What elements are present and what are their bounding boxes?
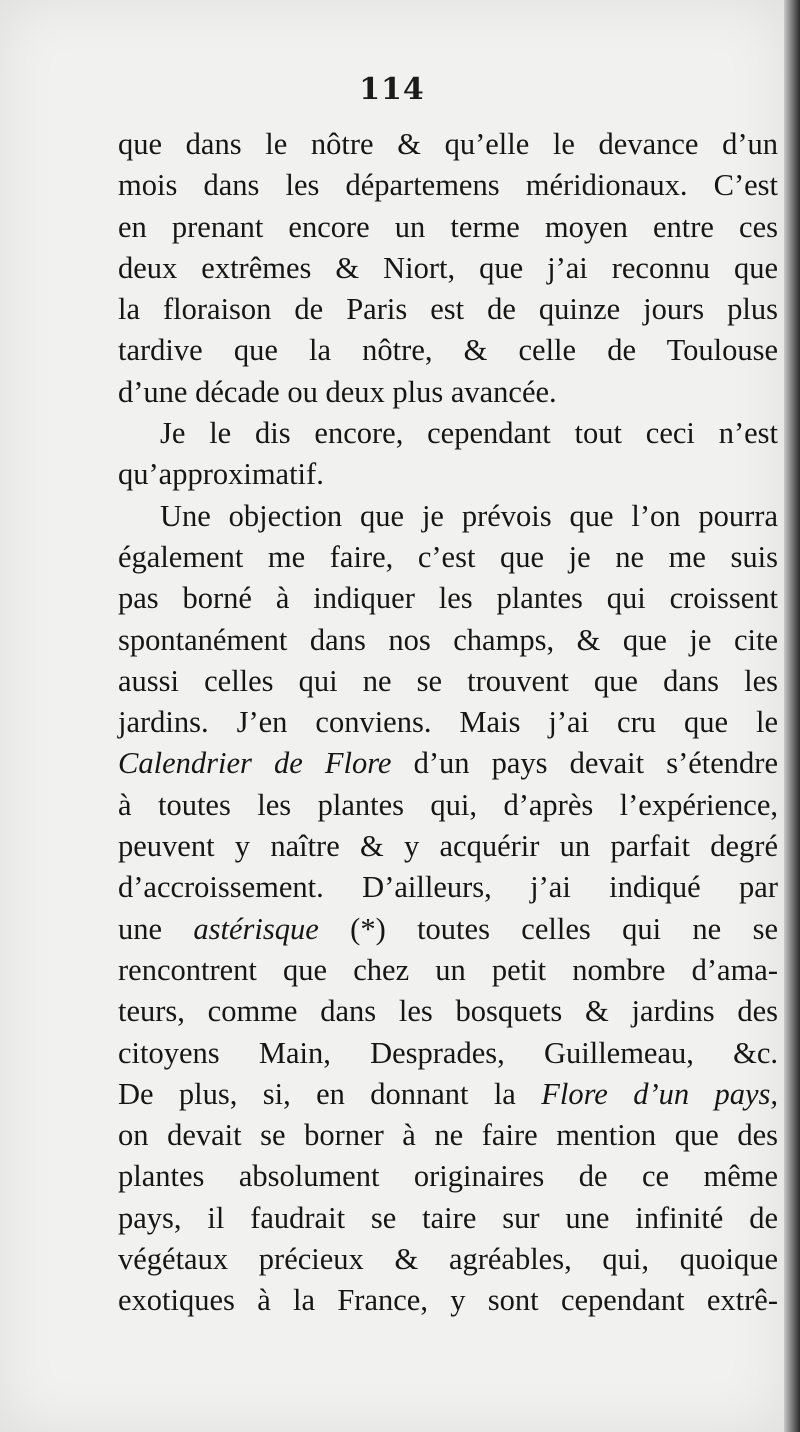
- text-run: jardins. J’en conviens. Mais j’ai cru que le: [118, 705, 778, 740]
- text-line: [118, 413, 778, 454]
- text-line: [118, 950, 778, 991]
- text-run: spontanément dans nos champs, & que je cite: [118, 622, 778, 657]
- text-run: exotiques à la France, y sont cependant extrê-: [118, 1283, 778, 1318]
- italic-text: Flore d’un pays,: [541, 1076, 779, 1111]
- text-run: plantes absolument originaires de ce même: [118, 1159, 778, 1194]
- text-run: citoyens Main, Desprades, Guillemeau, &c.: [118, 1035, 778, 1070]
- text-run: que dans le nôtre & qu’elle le devance d’un: [118, 127, 778, 161]
- text-line: [118, 991, 778, 1032]
- text-line: [118, 578, 778, 619]
- text-line: [118, 1115, 778, 1156]
- text-line: [118, 826, 778, 867]
- text-run: d’une décade ou deux plus avancée.: [118, 374, 557, 409]
- text-line: [118, 496, 778, 537]
- text-line: [118, 620, 778, 661]
- text-line: [118, 702, 778, 743]
- text-run: pays, il faudrait se taire sur une infinité de: [118, 1200, 778, 1235]
- text-run: Une objection que je prévois que l’on pourra: [160, 498, 778, 533]
- text-run: qu’approximatif.: [118, 457, 324, 492]
- text-run: à toutes les plantes qui, d’après l’expérience,: [118, 787, 778, 822]
- text-run: on devait se borner à ne faire mention que des: [118, 1118, 778, 1153]
- text-line: [118, 537, 778, 578]
- text-run: tardive que la nôtre, & celle de Toulouse: [118, 333, 778, 368]
- text-run: en prenant encore un terme moyen entre ces: [118, 209, 778, 244]
- text-line: [118, 248, 778, 289]
- text-line: [118, 1074, 778, 1115]
- text-run: une: [118, 911, 194, 946]
- text-run: peuvent y naître & y acquérir un parfait degré: [118, 829, 778, 864]
- text-line: [118, 1280, 778, 1321]
- text-run: d’un pays devait s’étendre: [391, 746, 778, 781]
- text-run: teurs, comme dans les bosquets & jardins des: [118, 994, 778, 1029]
- text-line: [118, 1239, 778, 1280]
- text-line: [118, 743, 778, 784]
- text-line: [118, 454, 778, 495]
- text-run: mois dans les départemens méridionaux. C’est: [118, 168, 778, 203]
- text-line: [118, 867, 778, 908]
- text-run: aussi celles qui ne se trouvent que dans les: [118, 663, 778, 698]
- text-run: De plus, si, en donnant la: [118, 1076, 542, 1111]
- text-line: [118, 165, 778, 206]
- text-run: deux extrêmes & Niort, que j’ai reconnu que: [118, 250, 778, 285]
- text-run: d’accroissement. D’ailleurs, j’ai indiqué par: [118, 870, 778, 905]
- page-edge-shadow: [784, 0, 800, 1432]
- page-number: 114: [359, 72, 425, 107]
- text-run: Je le dis encore, cependant tout ceci n’est: [160, 416, 778, 451]
- text-line: [118, 207, 778, 248]
- text-line: [118, 372, 778, 413]
- text-line: [118, 330, 778, 371]
- text-line: [118, 785, 778, 826]
- body-text: [118, 124, 778, 1322]
- text-run: la floraison de Paris est de quinze jours plus: [118, 292, 778, 327]
- text-run: (*) toutes celles qui ne se: [318, 911, 778, 946]
- text-line: [118, 124, 778, 165]
- text-line: [118, 1033, 778, 1074]
- text-run: pas borné à indiquer les plantes qui croissent: [118, 581, 778, 616]
- text-run: végétaux précieux & agréables, qui, quoique: [118, 1242, 778, 1277]
- text-line: [118, 661, 778, 702]
- text-run: rencontrent que chez un petit nombre d’ama-: [118, 952, 778, 987]
- text-line: [118, 1156, 778, 1197]
- italic-text: astérisque: [193, 911, 319, 946]
- italic-text: Calendrier de Flore: [118, 746, 392, 781]
- text-line: [118, 1198, 778, 1239]
- text-line: [118, 289, 778, 330]
- text-run: également me faire, c’est que je ne me suis: [118, 539, 778, 574]
- text-line: [118, 909, 778, 950]
